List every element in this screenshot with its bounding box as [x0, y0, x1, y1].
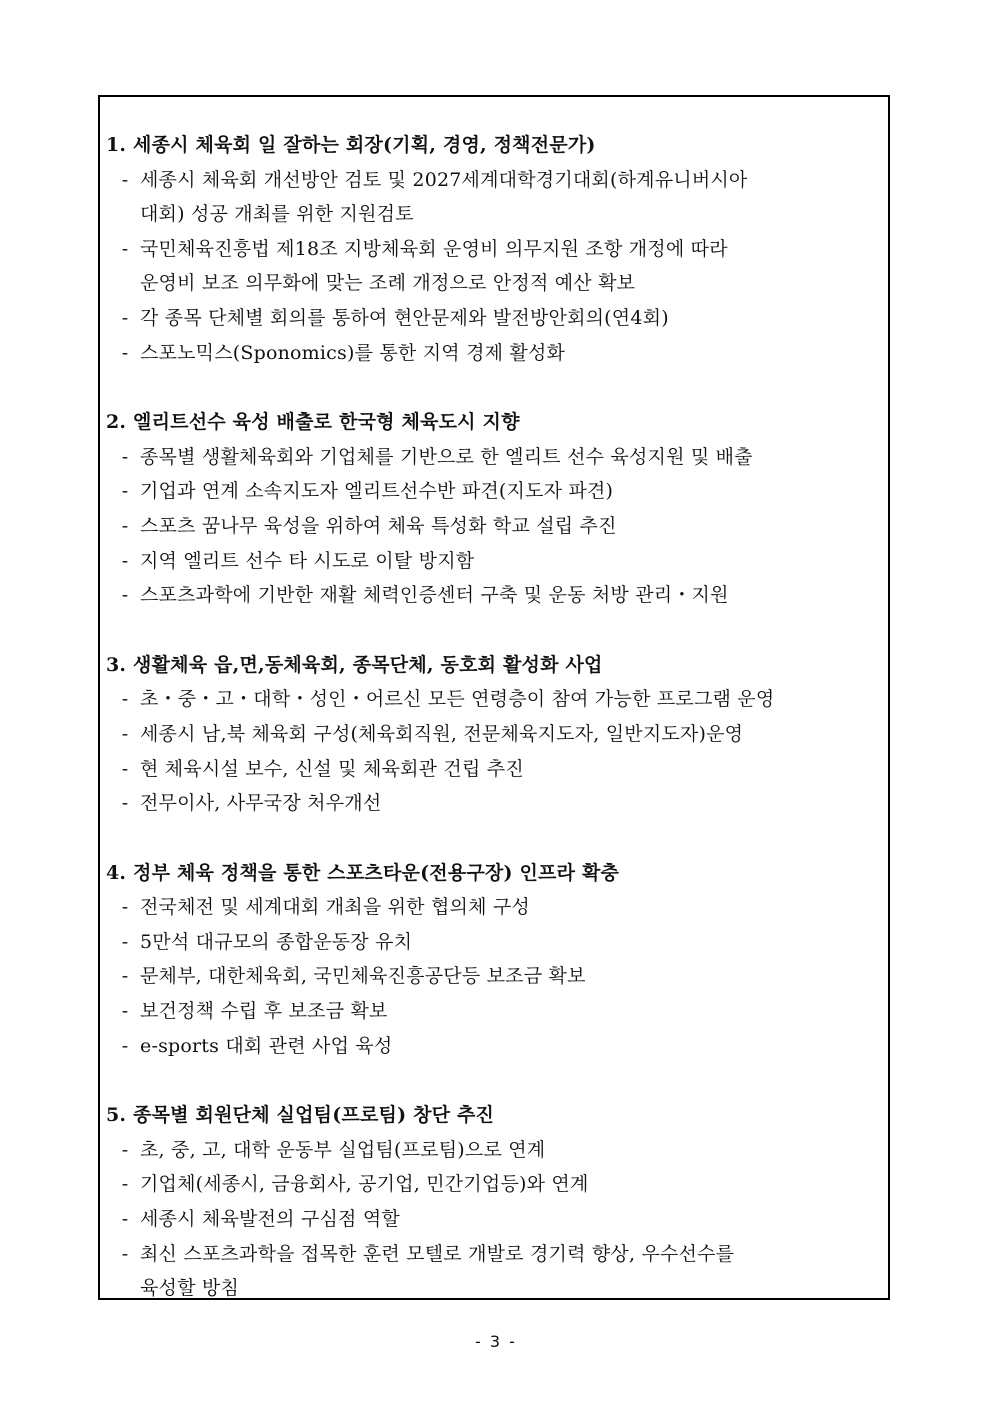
- bullet-dash: -: [121, 930, 129, 953]
- list-item: [106, 544, 882, 579]
- bullet-dash: -: [121, 306, 129, 329]
- bullet-dash: -: [121, 722, 129, 745]
- bullet-dash: -: [121, 965, 129, 988]
- content-box: [98, 95, 890, 1300]
- bullet-dash: -: [121, 792, 129, 815]
- list-item: [106, 1237, 882, 1306]
- bullet-dash: -: [121, 237, 129, 260]
- list-item: [106, 925, 882, 960]
- list-item: [106, 1167, 882, 1202]
- list-item: [106, 752, 882, 787]
- section-2: [106, 405, 882, 613]
- list-item: [106, 1029, 882, 1064]
- bullet-dash: -: [121, 1208, 129, 1231]
- list-item: [106, 509, 882, 544]
- bullet-dash: -: [121, 168, 129, 191]
- item-text: 5만석 대규모의 종합운동장 유치: [140, 930, 413, 953]
- item-text: 전무이사, 사무국장 처우개선: [140, 792, 382, 815]
- bullet-dash: -: [121, 445, 129, 468]
- bullet-dash: -: [121, 480, 129, 503]
- item-text: 종목별 생활체육회와 기업체를 기반으로 한 엘리트 선수 육성지원 및 배출: [140, 445, 753, 468]
- item-text: 기업체(세종시, 금융회사, 공기업, 민간기업등)와 연계: [140, 1173, 589, 1196]
- item-text: 최신 스포츠과학을 접목한 훈련 모텔로 개발로 경기력 향상, 우수선수를: [140, 1242, 735, 1265]
- bullet-dash: -: [121, 1034, 129, 1057]
- item-text: 보건정책 수립 후 보조금 확보: [140, 1000, 388, 1023]
- item-text: 스포츠과학에 기반한 재활 체력인증센터 구축 및 운동 처방 관리・지원: [140, 584, 729, 607]
- list-item: [106, 890, 882, 925]
- list-item: [106, 163, 882, 232]
- list-item: [106, 232, 882, 301]
- bullet-dash: -: [121, 584, 129, 607]
- section-title: 3. 생활체육 읍,면,동체육회, 종목단체, 동호회 활성화 사업: [106, 653, 603, 676]
- page-number: - 3 -: [475, 1332, 517, 1351]
- bullet-dash: -: [121, 1173, 129, 1196]
- item-text: 초・중・고・대학・성인・어르신 모든 연령층이 참여 가능한 프로그램 운영: [140, 688, 775, 711]
- bullet-dash: -: [121, 549, 129, 572]
- bullet-dash: -: [121, 757, 129, 780]
- list-item: [106, 578, 882, 613]
- section-3: [106, 648, 882, 821]
- list-item: [106, 994, 882, 1029]
- item-text: 세종시 체육발전의 구심점 역할: [140, 1208, 400, 1231]
- bullet-dash: -: [121, 1138, 129, 1161]
- item-text-continued: 운영비 보조 의무화에 맞는 조례 개정으로 안정적 예산 확보: [140, 272, 636, 295]
- section-title: 2. 엘리트선수 육성 배출로 한국형 체육도시 지향: [106, 411, 520, 434]
- item-text: 스포노믹스(Sponomics)를 통한 지역 경제 활성화: [140, 341, 566, 364]
- bullet-dash: -: [121, 341, 129, 364]
- section-1: [106, 128, 882, 370]
- bullet-dash: -: [121, 1000, 129, 1023]
- item-text: 국민체육진흥법 제18조 지방체육회 운영비 의무지원 조항 개정에 따라: [140, 237, 728, 260]
- item-text: 각 종목 단체별 회의를 통하여 현안문제와 발전방안회의(연4회): [140, 306, 669, 329]
- section-title: 4. 정부 체육 정책을 통한 스포츠타운(전용구장) 인프라 확충: [106, 861, 620, 884]
- bullet-dash: -: [121, 688, 129, 711]
- list-item: [106, 1133, 882, 1168]
- item-text: 기업과 연계 소속지도자 엘리트선수반 파견(지도자 파견): [140, 480, 614, 503]
- bullet-dash: -: [121, 896, 129, 919]
- list-item: [106, 301, 882, 336]
- section-title: 5. 종목별 회원단체 실업팀(프로팀) 창단 추진: [106, 1104, 495, 1127]
- section-title: 1. 세종시 체육회 일 잘하는 회장(기획, 경영, 정책전문가): [106, 134, 596, 156]
- list-item: [106, 959, 882, 994]
- section-4: [106, 856, 882, 1064]
- item-text: 초, 중, 고, 대학 운동부 실업팀(프로팀)으로 연계: [140, 1138, 546, 1161]
- list-item: [106, 474, 882, 509]
- item-text: 지역 엘리트 선수 타 시도로 이탈 방지함: [140, 549, 475, 572]
- item-text: 문체부, 대한체육회, 국민체육진흥공단등 보조금 확보: [140, 965, 586, 988]
- item-text: 현 체육시설 보수, 신설 및 체육회관 건립 추진: [140, 757, 524, 780]
- list-item: [106, 717, 882, 752]
- bullet-dash: -: [121, 1242, 129, 1265]
- list-item: [106, 786, 882, 821]
- item-text-continued: 대회) 성공 개최를 위한 지원검토: [140, 203, 414, 226]
- bullet-dash: -: [121, 514, 129, 537]
- section-5: [106, 1098, 882, 1306]
- item-text: 세종시 남,북 체육회 구성(체육회직원, 전문체육지도자, 일반지도자)운영: [140, 722, 744, 745]
- list-item: [106, 336, 882, 371]
- item-text: 스포츠 꿈나무 육성을 위하여 체육 특성화 학교 설립 추진: [140, 514, 617, 537]
- list-item: [106, 1202, 882, 1237]
- item-text: 전국체전 및 세계대회 개최을 위한 협의체 구성: [140, 896, 530, 919]
- list-item: [106, 440, 882, 475]
- item-text: 세종시 체육회 개선방안 검토 및 2027세계대학경기대회(하계유니버시아: [140, 168, 748, 191]
- item-text: e-sports 대회 관련 사업 육성: [140, 1034, 393, 1057]
- item-text-continued: 육성할 방침: [140, 1277, 240, 1300]
- list-item: [106, 682, 882, 717]
